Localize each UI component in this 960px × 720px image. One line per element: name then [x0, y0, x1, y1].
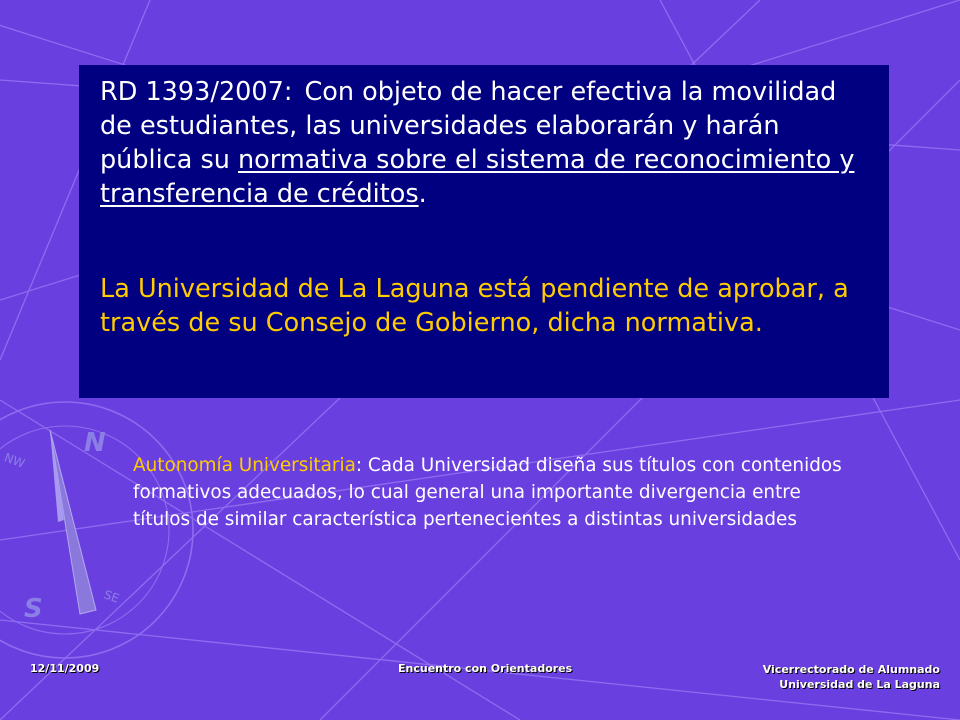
footer-vicerrectorado: Vicerrectorado de Alumnado: [762, 663, 940, 676]
regulation-paragraph: [100, 75, 871, 211]
compass-northwest-letters: NW: [2, 450, 27, 471]
main-text-box: [79, 65, 889, 398]
autonomy-paragraph: [133, 452, 853, 533]
footer-event: Encuentro con Orientadores: [398, 662, 573, 675]
university-status-paragraph: La Universidad de La Laguna está pendiente de aprobar, a través de su Consejo de Gobierno, dicha normativa.: [100, 274, 849, 338]
autonomy-keyword: Autonomía Universitaria: [133, 455, 356, 476]
regulation-end: .: [418, 179, 427, 209]
autonomy-text: : Cada Universidad diseña sus títulos con contenidos formativos adecuados, lo cual general una importante divergencia entre títulos de similar característica pertenecientes a distintas universidades: [133, 455, 842, 530]
footer-university: Universidad de La Laguna: [779, 678, 940, 691]
regulation-label: RD 1393/2007:: [100, 77, 293, 107]
regulation-text: Con objeto de hacer efectiva la movilidad de estudiantes, las universidades elaborarán y harán pública su: [100, 77, 837, 175]
footer-date: 12/11/2009: [30, 662, 100, 675]
compass-north-letter: N: [84, 428, 106, 458]
footer-organization: [760, 662, 940, 692]
regulation-link[interactable]: normativa sobre el sistema de reconocimiento y transferencia de créditos: [100, 145, 855, 209]
compass-south-letter: S: [24, 594, 43, 624]
compass-southeast-letters: SE: [101, 587, 122, 606]
